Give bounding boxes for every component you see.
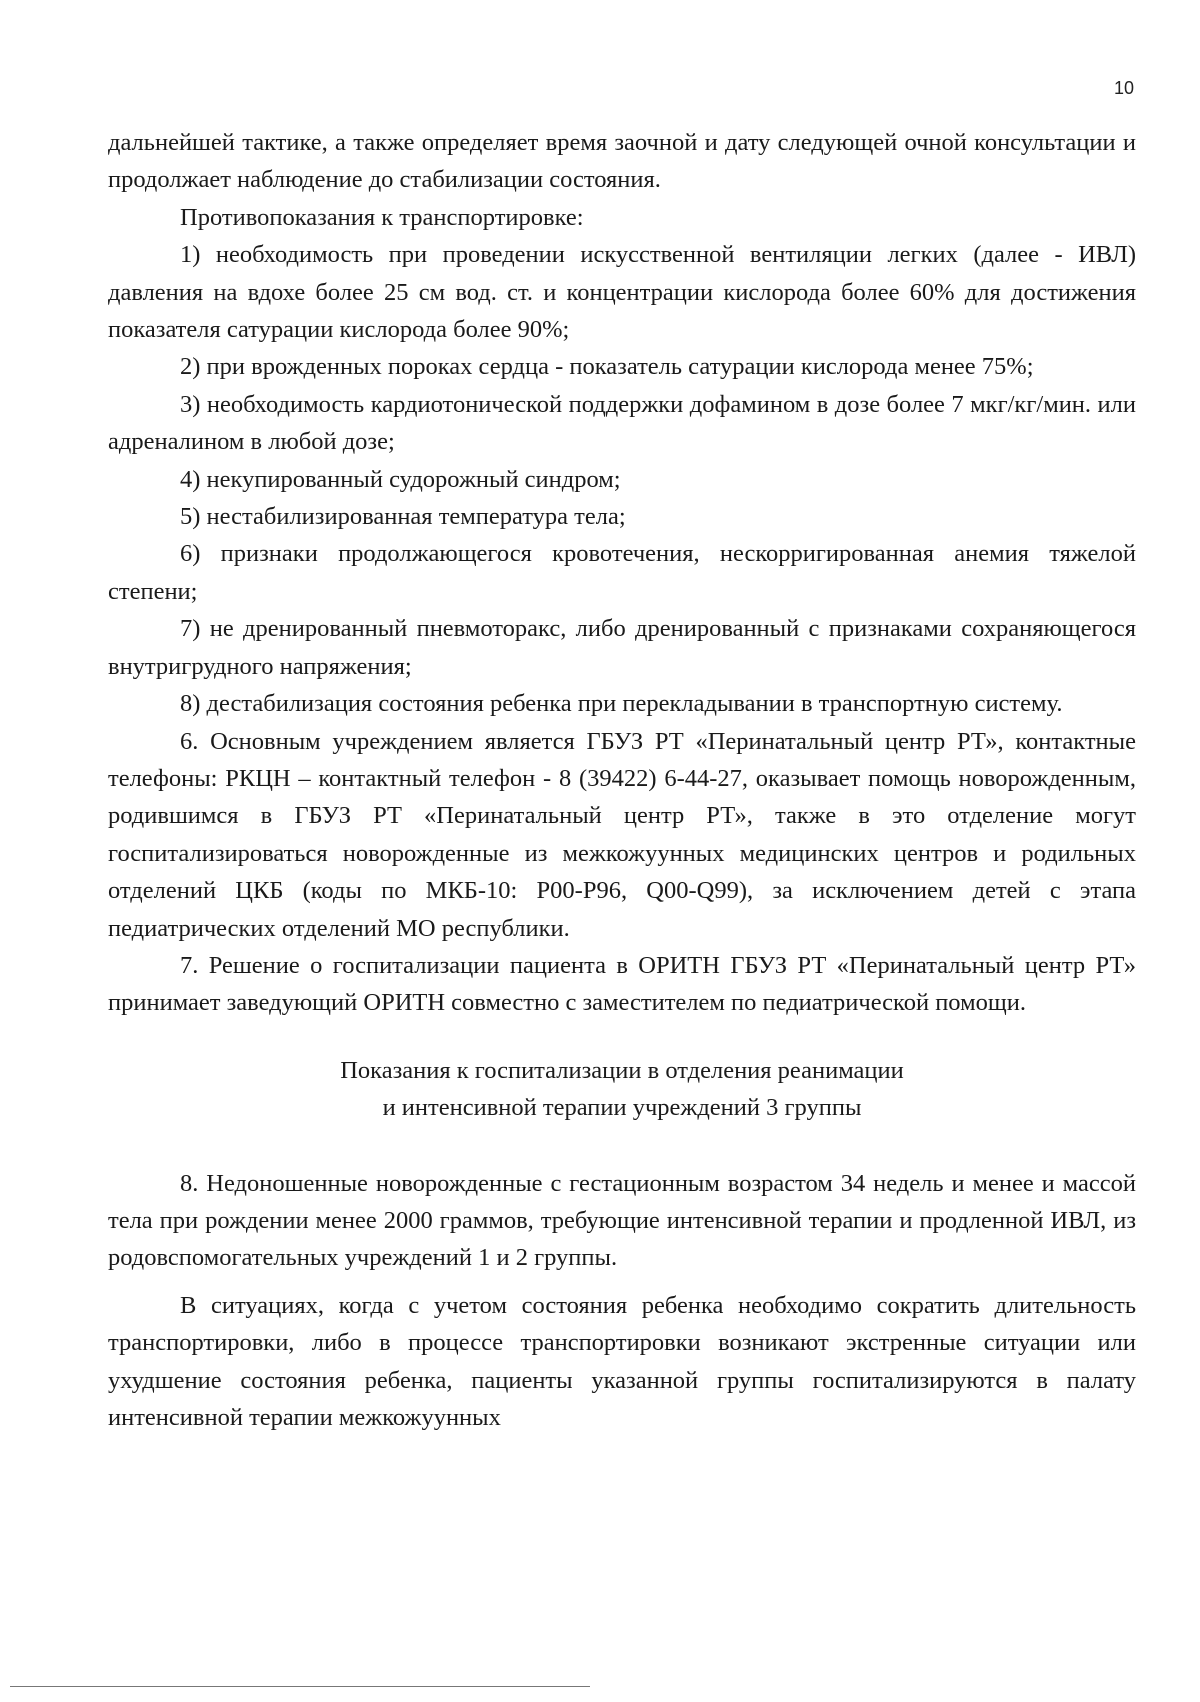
list-item-4: 4) некупированный судорожный синдром; <box>180 465 621 493</box>
page-number: 10 <box>1113 78 1134 98</box>
section-heading <box>108 1052 1136 1127</box>
list-item-8: 8) дестабилизация состояния ребенка при перекладывании в транспортную систему. <box>180 690 1063 718</box>
paragraph-contraindications-title: Противопоказания к транспортировке: <box>180 203 584 231</box>
section-heading-line-1: Показания к госпитализации в отделения реанимации <box>340 1056 904 1084</box>
list-item-6: 6) признаки продолжающегося кровотечения, нескорригированная анемия тяжелой степени; <box>108 540 1136 605</box>
list-item-3: 3) необходимость кардиотонической поддержки дофамином в дозе более 7 мкг/кг/мин. или адреналином в любой дозе; <box>108 390 1136 456</box>
paragraph-8: 8. Недоношенные новорожденные с гестационным возрастом 34 недель и менее и массой тела при рождении менее 2000 граммов, требующие интенсивной терапии и продленной ИВЛ, из родовспомогательных учреждений 1 и 2 группы. <box>108 1169 1136 1272</box>
paragraph-7: 7. Решение о госпитализации пациента в ОРИТН ГБУЗ РТ «Перинатальный центр РТ» принимает заведующий ОРИТН совместно с заместителем по педиатрической помощи. <box>108 951 1136 1017</box>
list-item-2: 2) при врожденных пороках сердца - показатель сатурации кислорода менее 75%; <box>180 353 1034 381</box>
bottom-scan-line <box>10 1686 590 1687</box>
list-item-5: 5) нестабилизированная температура тела; <box>180 503 626 531</box>
paragraph-situations: В ситуациях, когда с учетом состояния ребенка необходимо сократить длительность транспортировки, либо в процессе транспортировки возникают экстренные ситуации или ухудшение состояния ребенка, пациенты указанной группы госпитализируются в палату интенсивной терапии межкожуунных <box>108 1291 1136 1431</box>
section-heading-line-2: и интенсивной терапии учреждений 3 группы <box>382 1094 862 1122</box>
paragraph-continuation: дальнейшей тактике, а также определяет время заочной и дату следующей очной консультации и продолжает наблюдение до стабилизации состояния. <box>108 129 1136 194</box>
paragraph-6: 6. Основным учреждением является ГБУЗ РТ «Перинатальный центр РТ», контактные телефоны: РКЦН – контактный телефон - 8 (39422) 6-44-27, оказывает помощь новорожденным, родившимся в ГБУЗ РТ «Перинатальный центр РТ», также в это отделение могут госпитализироваться новорожденные из межкожуунных медицинских центров и родильных отделений ЦКБ (коды по МКБ-10: Р00-Р96, Q00-Q99), за исключением детей с этапа педиатрических отделений МО республики. <box>108 727 1136 942</box>
list-item-1: 1) необходимость при проведении искусственной вентиляции легких (далее - ИВЛ) давления на вдохе более 25 см вод. ст. и концентрации кислорода более 60% для достижения показателя сатурации кислорода более 90%; <box>108 241 1136 344</box>
list-item-7: 7) не дренированный пневмоторакс, либо дренированный с признаками сохраняющегося внутригрудного напряжения; <box>108 615 1136 680</box>
document-body <box>108 124 1136 1436</box>
